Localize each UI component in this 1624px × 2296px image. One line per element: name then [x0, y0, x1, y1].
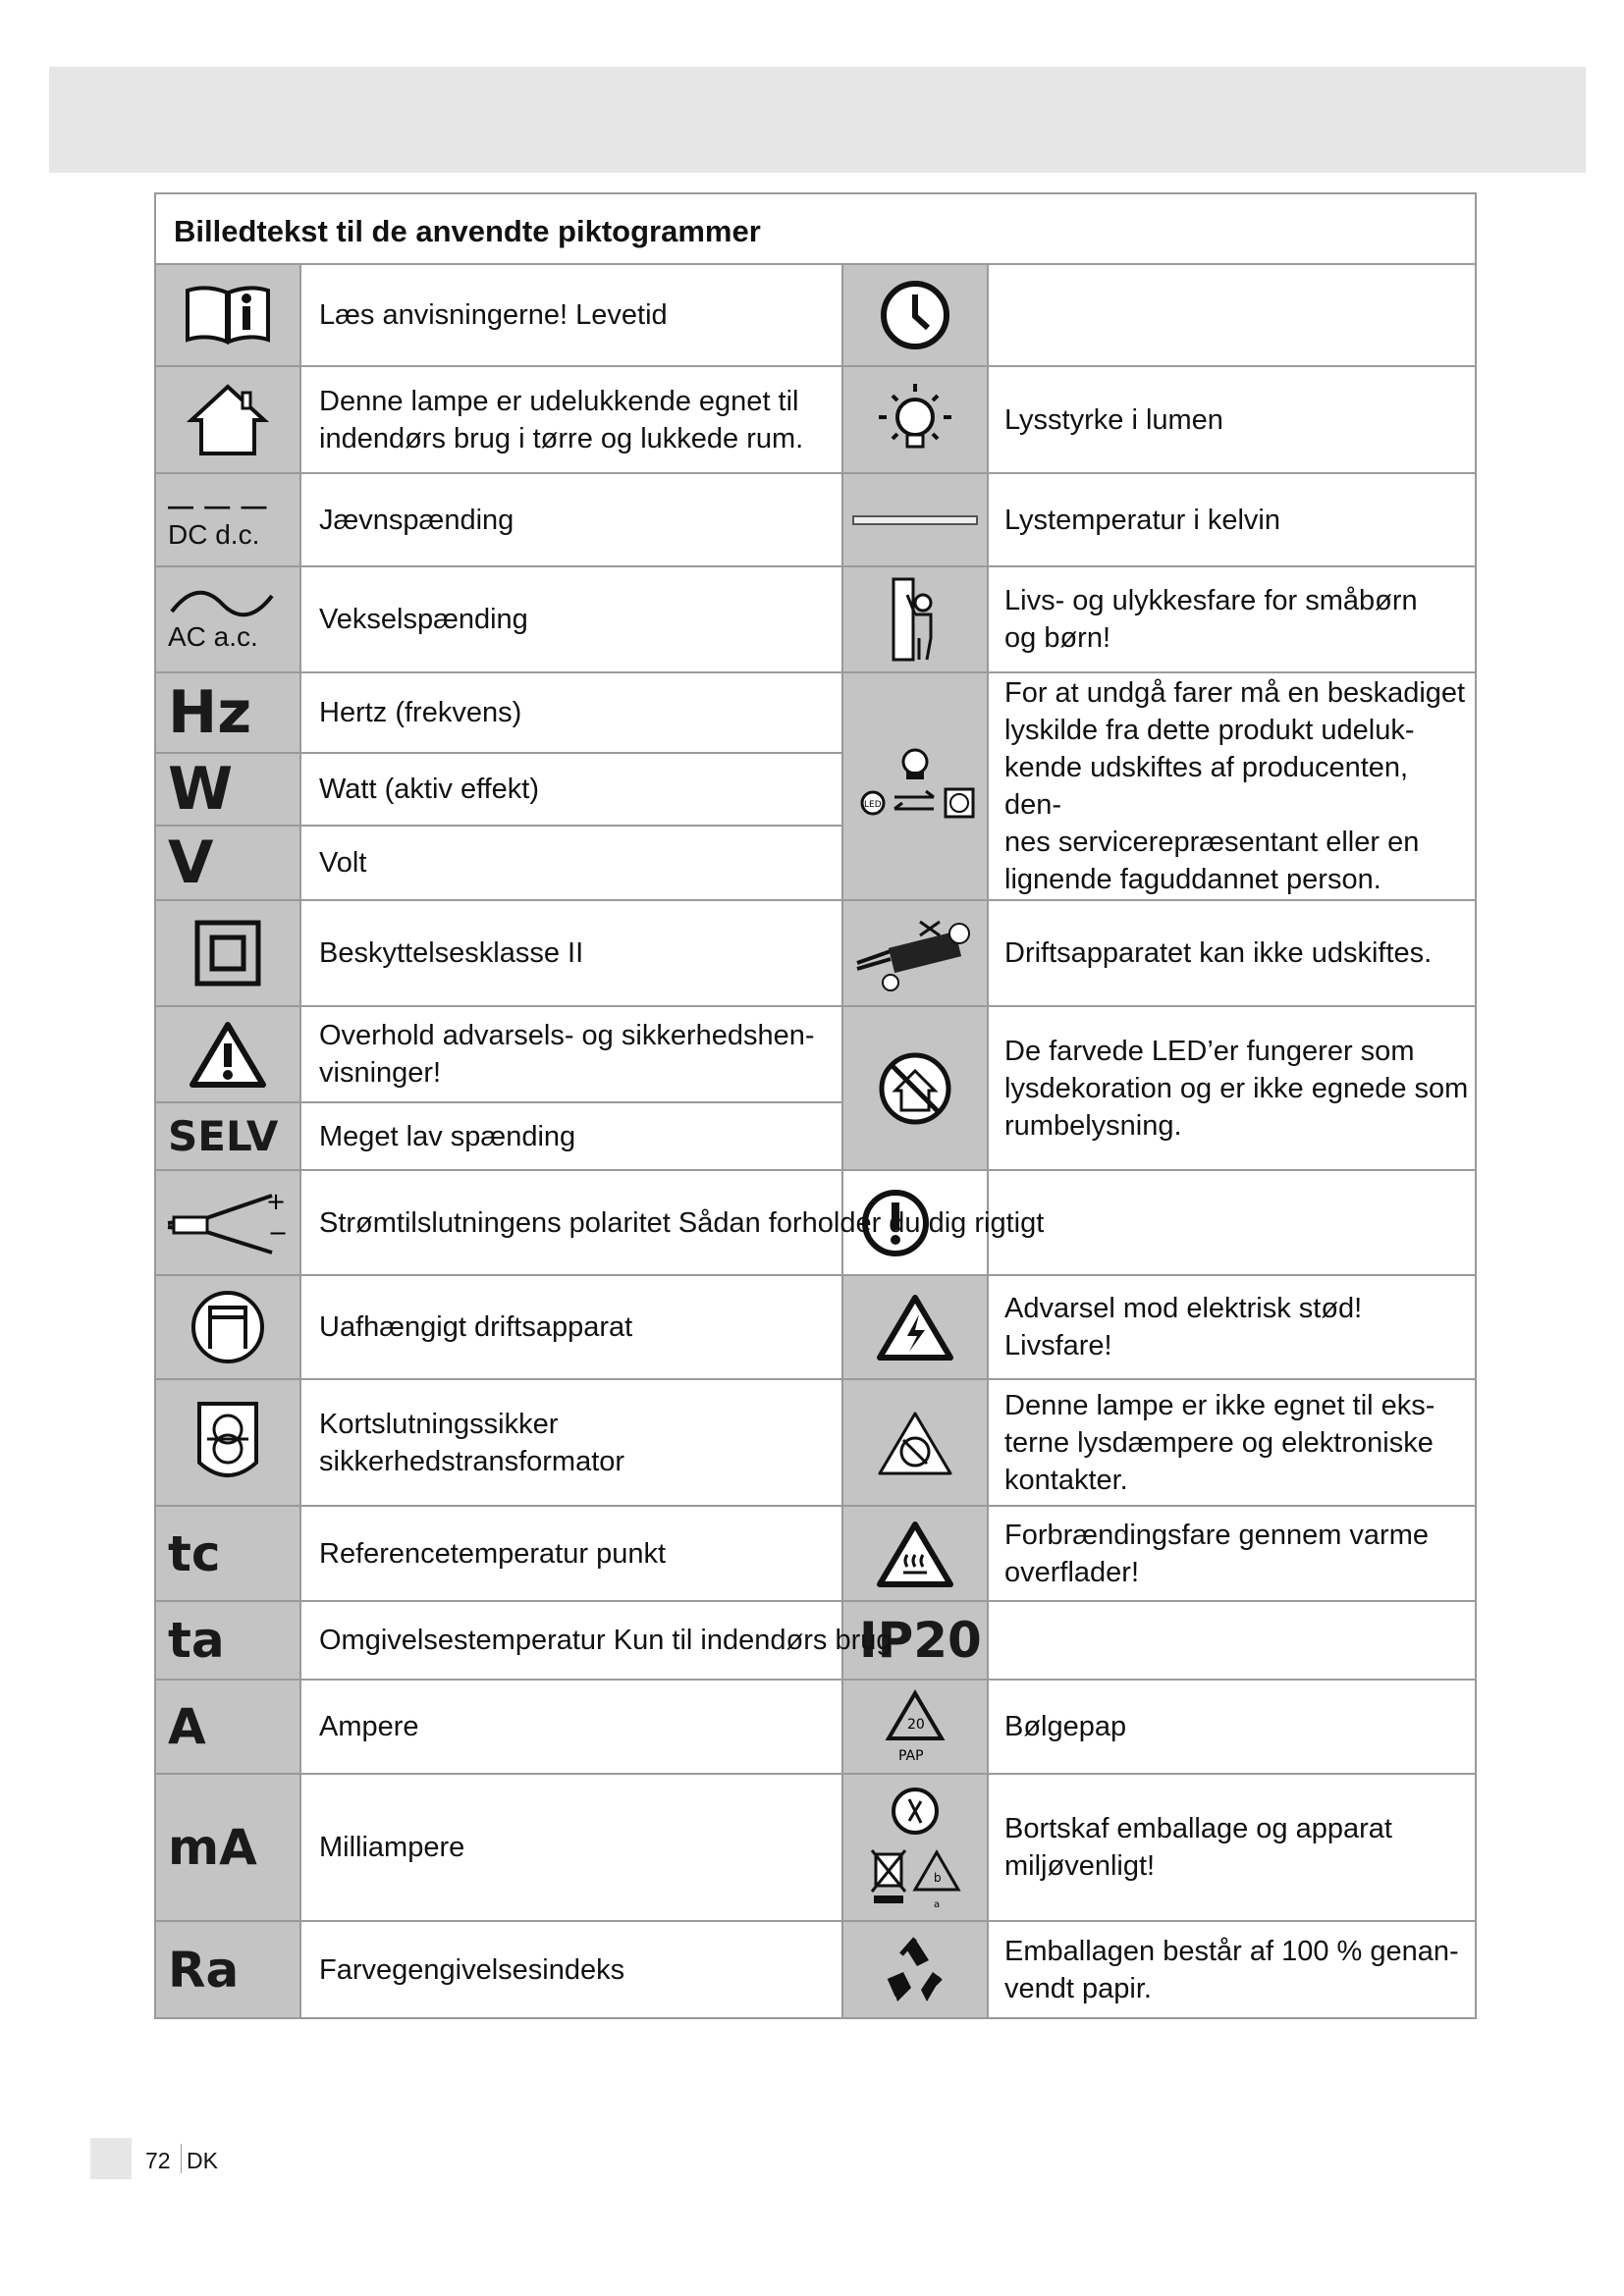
- clock-icon: [843, 265, 987, 365]
- row-text-electric-shock: Advarsel mod elektrisk stød! Livsfare!: [1004, 1293, 1363, 1362]
- selv-icon: SELV: [156, 1103, 299, 1169]
- row-text-polarity: Strømtilslutningens polaritet Sådan forholder du dig rigtigt: [319, 1206, 1045, 1239]
- lightbulb-icon: [843, 367, 987, 472]
- page-number: 72: [145, 2148, 171, 2173]
- milliampere-icon: mA: [156, 1775, 299, 1920]
- row-text-warnings: Overhold advarsels- og sikkerhedshen- visninger!: [319, 1020, 815, 1089]
- row-text-driver-not-replaceable: Driftsapparatet kan ikke udskiftes.: [1004, 937, 1433, 969]
- row-text-tc: Referencetemperatur punkt: [319, 1537, 667, 1570]
- row-text-protection-class: Beskyttelsesklasse II: [319, 937, 584, 969]
- row-text-replace-light-source: For at undgå farer må en beskadiget lyskilde fra dette produkt udeluk- kende udskiftes af producenten, den- nes servicerepræsentant eller en lignende faguddannet person.: [1004, 677, 1466, 895]
- svg-text:−: −: [268, 1218, 289, 1247]
- electric-shock-icon: [843, 1276, 987, 1378]
- top-bar: [49, 67, 1586, 173]
- footer-separator: [181, 2144, 182, 2173]
- svg-text:+: +: [266, 1187, 287, 1215]
- safety-transformer-icon: [156, 1380, 299, 1505]
- svg-text:LED: LED: [864, 800, 882, 810]
- hz-icon: Hz: [156, 673, 299, 752]
- watt-icon: W: [156, 754, 299, 825]
- row-text-volt: Volt: [319, 847, 367, 879]
- no-room-lighting-icon: [843, 1007, 987, 1169]
- row-text-hz: Hertz (frekvens): [319, 697, 522, 728]
- recycling-pap-icon: [843, 1681, 987, 1773]
- row-text-hot-surface: Forbrændingsfare gennem varme overflader!: [1004, 1519, 1429, 1588]
- disposal-icon: [843, 1775, 987, 1920]
- driver-not-replaceable-icon: [843, 901, 987, 1005]
- tc-icon: tc: [156, 1507, 299, 1600]
- color-temperature-bar-icon: [843, 474, 987, 565]
- ra-icon: Ra: [156, 1922, 299, 2017]
- footer-box: [90, 2138, 132, 2179]
- row-text-child-danger: Livs- og ulykkesfare for småbørn og børn!: [1004, 585, 1418, 654]
- row-text-kelvin: Lystemperatur i kelvin: [1004, 504, 1280, 536]
- warning-triangle-icon: [156, 1007, 299, 1101]
- no-dimmer-icon: [843, 1380, 987, 1505]
- row-text-dc: Jævnspænding: [319, 504, 514, 536]
- row-text-indoor-use: Denne lampe er udelukkende egnet til indendørs brug i tørre og lukkede rum.: [319, 385, 804, 454]
- svg-text:PAP: PAP: [898, 1748, 924, 1764]
- svg-text:b: b: [934, 1871, 942, 1885]
- replace-light-source-icon: [843, 673, 987, 899]
- ac-icon: AC a.c.: [156, 567, 299, 671]
- svg-text:a: a: [934, 1899, 941, 1910]
- volt-icon: V: [156, 827, 299, 899]
- row-text-ra: Farvegengivelsesindeks: [319, 1953, 625, 1986]
- house-indoor-icon: [156, 367, 299, 472]
- row-text-selv: Meget lav spænding: [319, 1120, 576, 1152]
- pictogram-table: [154, 192, 1477, 2019]
- recycled-paper-icon: [843, 1922, 987, 2017]
- protection-class-ii-icon: [156, 901, 299, 1005]
- hot-surface-icon: [843, 1507, 987, 1600]
- child-danger-icon: [843, 567, 987, 671]
- row-text-ampere: Ampere: [319, 1711, 419, 1742]
- read-instructions-icon: [156, 265, 299, 365]
- ip20-icon: IP20: [843, 1602, 987, 1679]
- row-text-corrugated: Bølgepap: [1004, 1711, 1127, 1742]
- row-text-milliampere: Milliampere: [319, 1832, 465, 1863]
- language-code: DK: [187, 2148, 218, 2173]
- table-title: Billedtekst til de anvendte piktogrammer: [174, 214, 761, 248]
- ta-icon: ta: [156, 1602, 299, 1679]
- row-text-no-dimmer: Denne lampe er ikke egnet til eks- terne lysdæmpere og elektroniske kontakter.: [1004, 1389, 1435, 1496]
- dc-icon: — — — DC d.c.: [156, 474, 299, 565]
- independent-driver-icon: [156, 1276, 299, 1378]
- polarity-icon: [156, 1171, 299, 1274]
- row-text-ac: Vekselspænding: [319, 604, 528, 635]
- row-text-independent-driver: Uafhængigt driftsapparat: [319, 1311, 633, 1343]
- row-text-disposal: Bortskaf emballage og apparat miljøvenligt!: [1004, 1813, 1392, 1882]
- ampere-icon: A: [156, 1681, 299, 1773]
- svg-text:20: 20: [907, 1717, 925, 1733]
- row-text-colored-leds: De farvede LED’er fungerer som lysdekoration og er ikke egnede som rumbelysning.: [1004, 1035, 1469, 1142]
- row-text-safety-transformer: Kortslutningssikker sikkerhedstransformator: [319, 1408, 625, 1477]
- row-text-watt: Watt (aktiv effekt): [319, 774, 539, 805]
- row-text-read-instructions: Læs anvisningerne! Levetid: [319, 299, 668, 331]
- row-text-lumen: Lysstyrke i lumen: [1004, 403, 1223, 436]
- row-text-recycled-paper: Emballagen består af 100 % genan- vendt papir.: [1004, 1935, 1459, 2004]
- row-text-ta: Omgivelsestemperatur Kun til indendørs brug: [319, 1625, 893, 1656]
